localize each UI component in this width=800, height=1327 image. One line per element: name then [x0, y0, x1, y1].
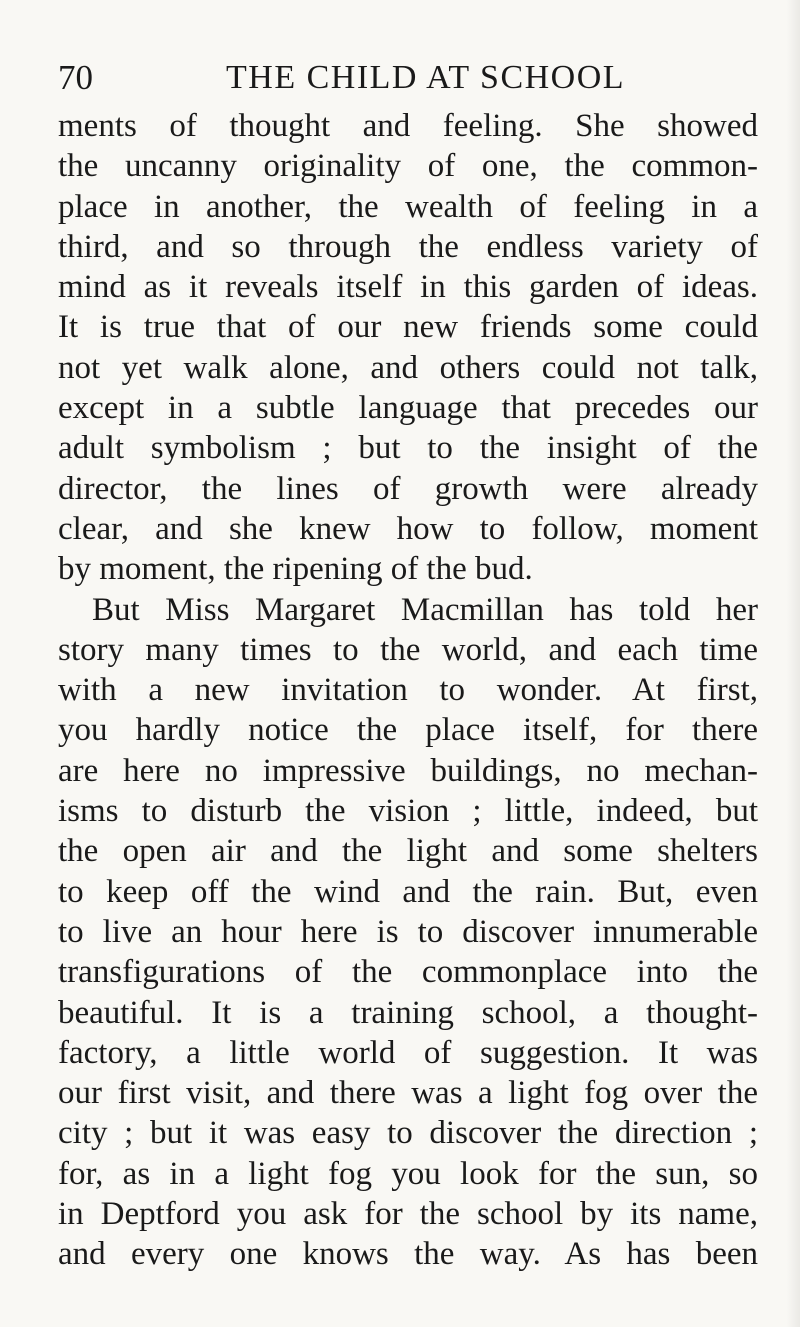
text-line: the open air and the light and some shelters: [58, 833, 758, 870]
text-line: to keep off the wind and the rain. But, even: [58, 873, 758, 910]
text-line: transfigurations of the commonplace into the: [58, 954, 758, 991]
page-edge-shadow: [786, 0, 800, 1327]
text-line: you hardly notice the place itself, for there: [58, 712, 758, 749]
text-line: except in a subtle language that precedes our: [58, 390, 758, 427]
paragraph-end-line: by moment, the ripening of the bud.: [58, 551, 533, 588]
text-line: our first visit, and there was a light fog over the: [58, 1075, 758, 1112]
text-line: beautiful. It is a training school, a thought-: [58, 994, 758, 1031]
text-line: director, the lines of growth were already: [58, 470, 758, 507]
text-line: to live an hour here is to discover innumerable: [58, 913, 758, 950]
page-number: 70: [58, 58, 93, 97]
text-line: adult symbolism ; but to the insight of the: [58, 430, 758, 467]
body-text: [58, 106, 758, 1275]
text-line: place in another, the wealth of feeling in a: [58, 188, 758, 225]
text-line: city ; but it was easy to discover the direction ;: [58, 1115, 758, 1152]
text-line: not yet walk alone, and others could not talk,: [58, 349, 758, 386]
text-line: factory, a little world of suggestion. It was: [58, 1034, 758, 1071]
text-line: mind as it reveals itself in this garden of ideas.: [58, 269, 758, 306]
running-title: THE CHILD AT SCHOOL: [226, 59, 626, 96]
text-line: with a new invitation to wonder. At first,: [58, 672, 758, 709]
text-line: and every one knows the way. As has been: [58, 1236, 758, 1273]
text-line: third, and so through the endless variety of: [58, 228, 758, 265]
text-line: ments of thought and feeling. She showed: [58, 108, 758, 144]
text-line: story many times to the world, and each time: [58, 631, 758, 668]
text-line: for, as in a light fog you look for the sun, so: [58, 1155, 758, 1192]
text-line: clear, and she knew how to follow, moment: [58, 510, 758, 547]
text-line: the uncanny originality of one, the common-: [58, 148, 758, 185]
text-line: isms to disturb the vision ; little, indeed, but: [58, 793, 758, 830]
text-line: are here no impressive buildings, no mechan-: [58, 752, 758, 789]
text-line: in Deptford you ask for the school by its name,: [58, 1196, 758, 1233]
running-head: [58, 58, 758, 98]
paragraph-start-line: But Miss Margaret Macmillan has told her: [92, 591, 758, 628]
text-line: It is true that of our new friends some could: [58, 309, 758, 346]
